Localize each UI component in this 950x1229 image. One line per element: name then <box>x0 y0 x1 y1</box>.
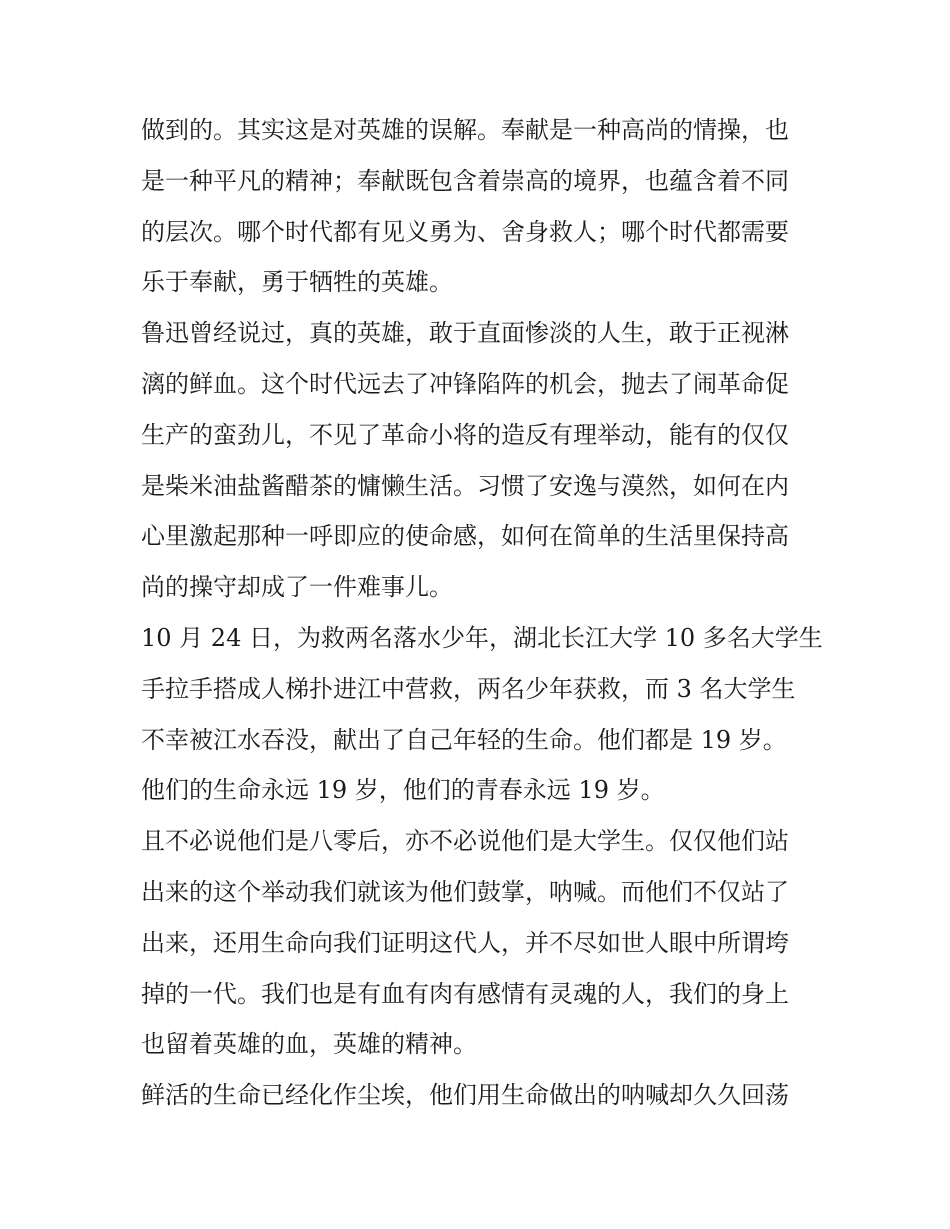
text-line: 不幸被江水吞没，献出了自己年轻的生命。他们都是 19 岁。 <box>141 725 787 754</box>
text-line: 鲁迅曾经说过，真的英雄，敢于直面惨淡的人生，敢于正视淋 <box>141 319 789 348</box>
paragraph-forever-nineteen <box>141 765 813 816</box>
paragraph-rescue-event <box>141 613 823 765</box>
text-line: 且不必说他们是八零后，亦不必说他们是大学生。仅仅他们站 <box>141 827 789 856</box>
text-line: 漓的鲜血。这个时代远去了冲锋陷阵的机会，抛去了闹革命促 <box>141 369 789 398</box>
paragraph-generation <box>141 816 813 1070</box>
text-line: 出来的这个举动我们就该为他们鼓掌，呐喊。而他们不仅站了 <box>141 877 789 906</box>
article-body <box>141 105 823 1121</box>
text-line: 是柴米油盐酱醋茶的慵懒生活。习惯了安逸与漠然，如何在内 <box>141 471 789 500</box>
text-line: 也留着英雄的血，英雄的精神。 <box>141 1030 477 1059</box>
text-line: 做到的。其实这是对英雄的误解。奉献是一种高尚的情操，也 <box>141 116 789 144</box>
text-line: 掉的一代。我们也是有血有肉有感情有灵魂的人，我们的身上 <box>141 979 789 1008</box>
paragraph-lu-xun-quote <box>141 308 813 613</box>
text-line: 生产的蛮劲儿，不见了革命小将的造反有理举动，能有的仅仅 <box>141 420 789 449</box>
text-line: 心里激起那种一呼即应的使命感，如何在简单的生活里保持高 <box>141 522 789 551</box>
text-line: 他们的生命永远 19 岁，他们的青春永远 19 岁。 <box>141 776 665 805</box>
text-line: 尚的操守却成了一件难事儿。 <box>141 573 453 602</box>
text-line: 10 月 24 日，为救两名落水少年，湖北长江大学 10 多名大学生 <box>141 623 823 652</box>
text-line: 手拉手搭成人梯扑进江中营救，两名少年获救，而 3 名大学生 <box>141 674 796 703</box>
text-line: 乐于奉献，勇于牺牲的英雄。 <box>141 268 453 297</box>
text-line: 是一种平凡的精神；奉献既包含着崇高的境界，也蕴含着不同 <box>141 166 789 195</box>
text-line: 的层次。哪个时代都有见义勇为、舍身救人；哪个时代都需要 <box>141 217 789 246</box>
paragraph-heroism-misunderstanding <box>141 105 813 308</box>
paragraph-closing <box>141 1070 813 1121</box>
text-line: 出来，还用生命向我们证明这代人，并不尽如世人眼中所谓垮 <box>141 928 789 957</box>
text-line: 鲜活的生命已经化作尘埃，他们用生命做出的呐喊却久久回荡 <box>141 1081 789 1110</box>
